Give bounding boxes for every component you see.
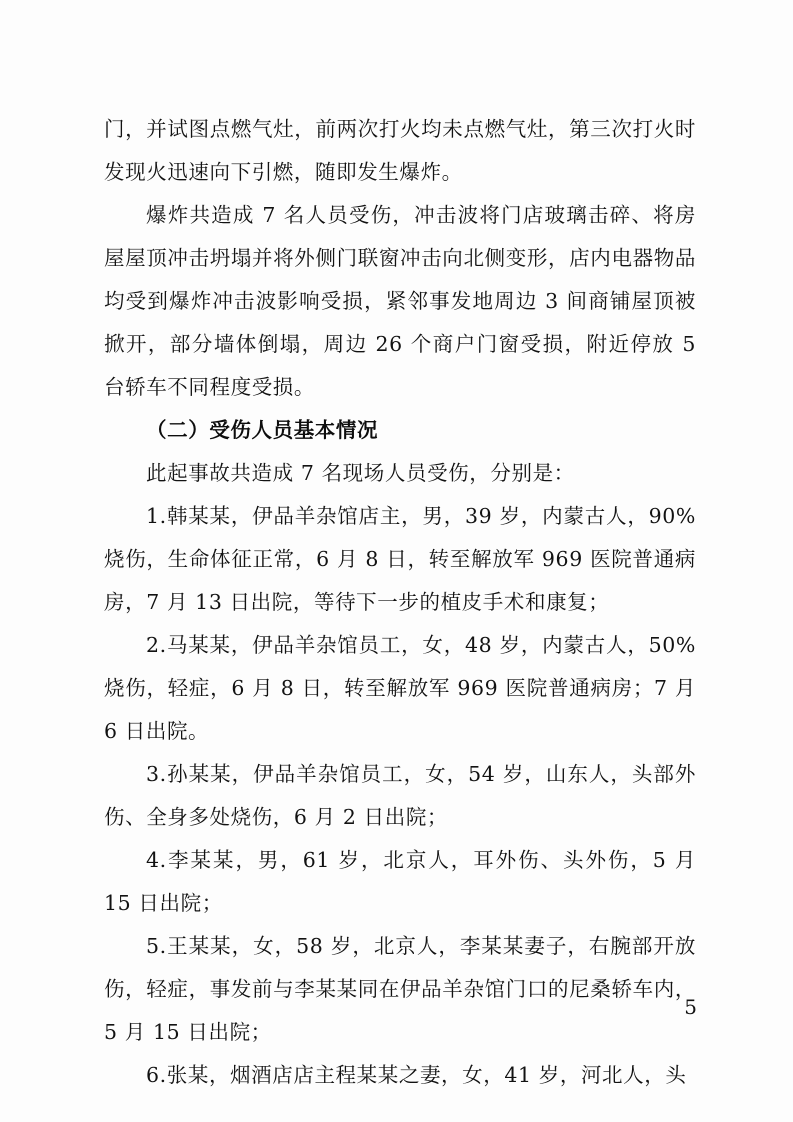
page-number: 5 [684, 995, 697, 1019]
list-item-injured-5: 5.王某某，女，58 岁，北京人，李某某妻子，右腕部开放伤，轻症，事发前与李某某同在伊品羊杂馆门口的尼桑轿车内，5 月 15 日出院； [104, 934, 696, 1044]
list-item-injured-2: 2.马某某，伊品羊杂馆员工，女，48 岁，内蒙古人，50%烧伤，轻症，6 月 8 日，转至解放军 969 医院普通病房；7 月 6 日出院。 [104, 633, 704, 743]
section-heading-injured-persons: （二）受伤人员基本情况 [146, 418, 379, 442]
list-item-injured-6: 6.张某，烟酒店店主程某某之妻，女，41 岁，河北人，头 [146, 1063, 687, 1087]
paragraph-continuation: 门，并试图点燃气灶，前两次打火均未点燃气灶，第三次打火时发现火迅速向下引燃，随即发生爆炸。 [104, 117, 696, 184]
list-item-injured-3: 3.孙某某，伊品羊杂馆员工，女，54 岁，山东人，头部外伤、全身多处烧伤，6 月 2 日出院； [104, 762, 696, 829]
paragraph-injured-intro: 此起事故共造成 7 名现场人员受伤，分别是： [146, 461, 575, 485]
list-item-injured-4: 4.李某某，男，61 岁，北京人，耳外伤、头外伤，5 月 15 日出院； [104, 848, 704, 915]
paragraph-explosion-damage: 爆炸共造成 7 名人员受伤，冲击波将门店玻璃击碎、将房屋屋顶冲击坍塌并将外侧门联窗冲击向北侧变形，店内电器物品均受到爆炸冲击波影响受损，紧邻事发地周边 3 间商铺屋顶被掀开，部分墙体倒塌，周边 26 个商户门窗受损，附近停放 5 台轿车不同程度受损。 [104, 203, 704, 399]
list-item-injured-1: 1.韩某某，伊品羊杂馆店主，男，39 岁，内蒙古人，90%烧伤，生命体征正常，6 月 8 日，转至解放军 969 医院普通病房，7 月 13 日出院，等待下一步的植皮手术和康复； [104, 504, 696, 614]
document-body [104, 108, 704, 1097]
